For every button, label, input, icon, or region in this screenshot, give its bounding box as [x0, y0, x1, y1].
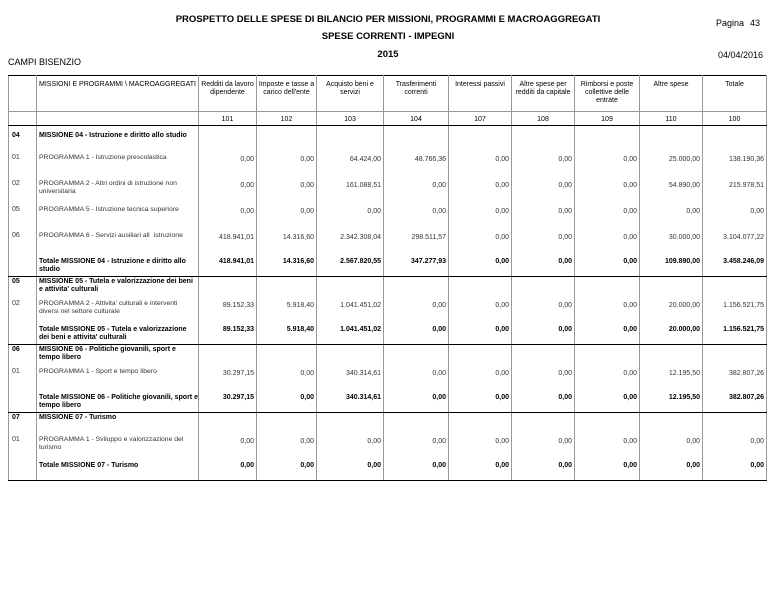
amount-cell: 12.195,50 — [640, 367, 703, 393]
code-cell: 103 — [317, 112, 384, 126]
row-description: Totale MISSIONE 04 - Istruzione e diritto allo studio — [37, 257, 199, 277]
amount-cell: 0,00 — [449, 461, 512, 481]
amount-cell: 0,00 — [199, 179, 257, 205]
amount-cell — [640, 345, 703, 367]
amount-cell — [317, 345, 384, 367]
row-code: 04 — [9, 131, 37, 153]
program-row — [9, 299, 767, 325]
mission-row — [9, 277, 767, 299]
amount-cell: 0,00 — [384, 179, 449, 205]
program-row — [9, 367, 767, 393]
amount-cell: 0,00 — [449, 153, 512, 179]
page-indicator — [716, 18, 760, 28]
amount-cell: 30.000,00 — [640, 231, 703, 257]
amount-cell — [199, 277, 257, 299]
row-code: 07 — [9, 413, 37, 435]
mission-row — [9, 131, 767, 153]
amount-cell: 0,00 — [512, 325, 575, 345]
amount-cell: 0,00 — [317, 461, 384, 481]
header-cell: Redditi da lavoro dipendente — [199, 76, 257, 112]
header-cell: Altre spese per redditi da capitale — [512, 76, 575, 112]
amount-cell: 0,00 — [703, 205, 767, 231]
amount-cell: 14.316,60 — [257, 257, 317, 277]
code-cell: 100 — [703, 112, 767, 126]
page-label: Pagina — [716, 18, 745, 28]
amount-cell: 0,00 — [575, 153, 640, 179]
amount-cell: 5.918,40 — [257, 325, 317, 345]
amount-cell: 0,00 — [317, 435, 384, 461]
amount-cell — [257, 131, 317, 153]
amount-cell: 0,00 — [512, 461, 575, 481]
amount-cell — [575, 345, 640, 367]
header-code-cell — [9, 76, 37, 112]
amount-cell: 0,00 — [449, 435, 512, 461]
amount-cell: 20.000,00 — [640, 299, 703, 325]
amount-cell: 0,00 — [575, 299, 640, 325]
row-description: PROGRAMMA 1 - Sviluppo e valorizzazione del turismo — [37, 435, 199, 461]
amount-cell: 0,00 — [575, 205, 640, 231]
amount-cell: 0,00 — [384, 461, 449, 481]
amount-cell: 0,00 — [257, 153, 317, 179]
amount-cell — [257, 277, 317, 299]
amount-cell: 0,00 — [575, 367, 640, 393]
amount-cell: 1.156.521,75 — [703, 299, 767, 325]
code-cell: 110 — [640, 112, 703, 126]
row-code: 02 — [9, 179, 37, 205]
amount-cell — [199, 131, 257, 153]
amount-cell: 0,00 — [384, 205, 449, 231]
amount-cell — [199, 413, 257, 435]
row-description: Totale MISSIONE 07 - Turismo — [37, 461, 199, 481]
amount-cell: 109.890,00 — [640, 257, 703, 277]
amount-cell: 0,00 — [703, 435, 767, 461]
code-cell: 108 — [512, 112, 575, 126]
row-description: PROGRAMMA 6 - Servizi ausiliari allistruzione — [37, 231, 199, 257]
program-row — [9, 179, 767, 205]
amount-cell — [257, 413, 317, 435]
amount-cell: 0,00 — [449, 231, 512, 257]
total-row — [9, 461, 767, 481]
amount-cell — [449, 131, 512, 153]
amount-cell — [703, 277, 767, 299]
amount-cell — [384, 131, 449, 153]
row-code — [9, 393, 37, 413]
amount-cell: 89.152,33 — [199, 325, 257, 345]
row-description: MISSIONE 07 - Turismo — [37, 413, 199, 435]
amount-cell — [512, 345, 575, 367]
amount-cell: 0,00 — [449, 257, 512, 277]
program-row — [9, 153, 767, 179]
row-description: Totale MISSIONE 06 - Politiche giovanili, sport e tempo libero — [37, 393, 199, 413]
row-description: MISSIONE 05 - Tutela e valorizzazione dei beni e attivita' culturali — [37, 277, 199, 299]
amount-cell: 0,00 — [199, 205, 257, 231]
row-description: PROGRAMMA 1 - Istruzione prescolastica — [37, 153, 199, 179]
amount-cell: 0,00 — [575, 257, 640, 277]
header-cell: Totale — [703, 76, 767, 112]
amount-cell: 138.190,36 — [703, 153, 767, 179]
amount-cell: 3.458.246,09 — [703, 257, 767, 277]
amount-cell: 0,00 — [512, 435, 575, 461]
row-code: 05 — [9, 277, 37, 299]
row-code: 02 — [9, 299, 37, 325]
amount-cell — [449, 277, 512, 299]
amount-cell: 20.000,00 — [640, 325, 703, 345]
total-row — [9, 257, 767, 277]
amount-cell: 3.104.077,22 — [703, 231, 767, 257]
amount-cell: 0,00 — [257, 461, 317, 481]
report-title: PROSPETTO DELLE SPESE DI BILANCIO PER MISSIONI, PROGRAMMI E MACROAGGREGATI — [175, 14, 601, 25]
amount-cell — [257, 345, 317, 367]
amount-cell: 0,00 — [640, 461, 703, 481]
row-code — [9, 461, 37, 481]
total-row — [9, 393, 767, 413]
mission-row — [9, 345, 767, 367]
amount-cell: 0,00 — [575, 179, 640, 205]
amount-cell — [703, 131, 767, 153]
amount-cell: 1.041.451,02 — [317, 299, 384, 325]
amount-cell — [640, 413, 703, 435]
amount-cell: 0,00 — [575, 435, 640, 461]
header-cell: Interessi passivi — [449, 76, 512, 112]
amount-cell: 25.000,00 — [640, 153, 703, 179]
amount-cell — [317, 277, 384, 299]
amount-cell: 418.941,01 — [199, 257, 257, 277]
header-cell: Acquisto beni e servizi — [317, 76, 384, 112]
row-code: 05 — [9, 205, 37, 231]
amount-cell: 0,00 — [512, 367, 575, 393]
row-code: 01 — [9, 435, 37, 461]
amount-cell: 0,00 — [199, 461, 257, 481]
amount-cell: 0,00 — [703, 461, 767, 481]
amount-cell: 0,00 — [512, 393, 575, 413]
amount-cell: 0,00 — [384, 367, 449, 393]
header-cell: Trasferimenti correnti — [384, 76, 449, 112]
row-code — [9, 257, 37, 277]
row-description: PROGRAMMA 2 - Attivita' culturali e interventi diversi nel settore culturale — [37, 299, 199, 325]
amount-cell: 54.890,00 — [640, 179, 703, 205]
report-date: 04/04/2016 — [718, 50, 764, 60]
amount-cell: 1.156.521,75 — [703, 325, 767, 345]
amount-cell: 0,00 — [199, 153, 257, 179]
amount-cell: 14.316,60 — [257, 231, 317, 257]
amount-cell: 0,00 — [640, 205, 703, 231]
amount-cell: 0,00 — [512, 153, 575, 179]
amount-cell — [575, 131, 640, 153]
amount-cell: 340.314,61 — [317, 367, 384, 393]
amount-cell — [640, 277, 703, 299]
row-code: 06 — [9, 345, 37, 367]
amount-cell: 0,00 — [257, 179, 317, 205]
amount-cell: 89.152,33 — [199, 299, 257, 325]
amount-cell: 298.511,57 — [384, 231, 449, 257]
amount-cell — [512, 277, 575, 299]
amount-cell — [640, 131, 703, 153]
row-code — [9, 325, 37, 345]
amount-cell: 0,00 — [512, 231, 575, 257]
mission-row — [9, 413, 767, 435]
amount-cell: 30.297,15 — [199, 393, 257, 413]
amount-cell: 0,00 — [384, 393, 449, 413]
amount-cell: 0,00 — [449, 299, 512, 325]
header-row — [9, 76, 767, 112]
code-cell: 109 — [575, 112, 640, 126]
amount-cell: 215.978,51 — [703, 179, 767, 205]
amount-cell — [384, 345, 449, 367]
amount-cell: 0,00 — [512, 299, 575, 325]
amount-cell: 0,00 — [449, 205, 512, 231]
row-code: 06 — [9, 231, 37, 257]
header-cell: Imposte e tasse a carico dell'ente — [257, 76, 317, 112]
header-cell: Rimborsi e poste collettive delle entrate — [575, 76, 640, 112]
amount-cell: 0,00 — [257, 435, 317, 461]
row-description: PROGRAMMA 1 - Sport e tempo libero — [37, 367, 199, 393]
amount-cell: 0,00 — [384, 435, 449, 461]
amount-cell — [449, 345, 512, 367]
amount-cell: 0,00 — [257, 393, 317, 413]
amount-cell: 0,00 — [575, 231, 640, 257]
amount-cell: 161.088,51 — [317, 179, 384, 205]
code-cell: 104 — [384, 112, 449, 126]
amount-cell: 0,00 — [257, 367, 317, 393]
code-cell: 102 — [257, 112, 317, 126]
amount-cell: 0,00 — [449, 367, 512, 393]
page-number: 43 — [750, 18, 761, 28]
amount-cell: 0,00 — [317, 205, 384, 231]
amount-cell: 12.195,50 — [640, 393, 703, 413]
row-description: PROGRAMMA 5 - Istruzione tecnica superiore — [37, 205, 199, 231]
amount-cell — [449, 413, 512, 435]
program-row — [9, 231, 767, 257]
amount-cell: 2.567.820,55 — [317, 257, 384, 277]
amount-cell — [512, 131, 575, 153]
code-row — [9, 112, 767, 126]
report-year: 2015 — [377, 49, 399, 60]
code-cell: 107 — [449, 112, 512, 126]
amount-cell: 0,00 — [384, 325, 449, 345]
amount-cell — [512, 413, 575, 435]
amount-cell: 418.941,01 — [199, 231, 257, 257]
entity-name: CAMPI BISENZIO — [8, 57, 82, 67]
amount-cell — [199, 345, 257, 367]
amount-cell: 340.314,61 — [317, 393, 384, 413]
header-cell: Altre spese — [640, 76, 703, 112]
amount-cell — [575, 277, 640, 299]
amount-cell: 0,00 — [640, 435, 703, 461]
amount-cell: 0,00 — [257, 205, 317, 231]
table-body — [9, 131, 767, 481]
amount-cell — [317, 413, 384, 435]
amount-cell: 382.807,26 — [703, 367, 767, 393]
row-description: MISSIONE 06 - Politiche giovanili, sport e tempo libero — [37, 345, 199, 367]
amount-cell: 2.342.308,04 — [317, 231, 384, 257]
row-description: Totale MISSIONE 05 - Tutela e valorizzazione dei beni e attivita' culturali — [37, 325, 199, 345]
amount-cell: 382.807,26 — [703, 393, 767, 413]
amount-cell: 1.041.451,02 — [317, 325, 384, 345]
amount-cell: 0,00 — [512, 257, 575, 277]
report-subtitle: SPESE CORRENTI - IMPEGNI — [321, 31, 455, 42]
amount-cell: 0,00 — [512, 179, 575, 205]
program-row — [9, 205, 767, 231]
amount-cell: 0,00 — [384, 299, 449, 325]
amount-cell: 347.277,93 — [384, 257, 449, 277]
amount-cell — [384, 277, 449, 299]
amount-cell: 0,00 — [575, 393, 640, 413]
amount-cell: 0,00 — [449, 393, 512, 413]
row-description: MISSIONE 04 - Istruzione e diritto allo studio — [37, 131, 199, 153]
row-description: PROGRAMMA 2 - Altri ordini di istruzione non universitaria — [37, 179, 199, 205]
amount-cell — [317, 131, 384, 153]
amount-cell: 48.766,36 — [384, 153, 449, 179]
amount-cell: 0,00 — [575, 461, 640, 481]
amount-cell: 0,00 — [575, 325, 640, 345]
total-row — [9, 325, 767, 345]
amount-cell: 30.297,15 — [199, 367, 257, 393]
row-code: 01 — [9, 367, 37, 393]
amount-cell — [384, 413, 449, 435]
amount-cell: 0,00 — [449, 179, 512, 205]
amount-cell: 0,00 — [199, 435, 257, 461]
budget-table — [8, 75, 767, 481]
amount-cell: 0,00 — [449, 325, 512, 345]
row-code: 01 — [9, 153, 37, 179]
amount-cell — [703, 345, 767, 367]
amount-cell: 0,00 — [512, 205, 575, 231]
header-cell: MISSIONI E PROGRAMMI \ MACROAGGREGATI — [37, 76, 199, 112]
amount-cell: 64.424,00 — [317, 153, 384, 179]
amount-cell — [703, 413, 767, 435]
amount-cell: 5.918,40 — [257, 299, 317, 325]
code-cell: 101 — [199, 112, 257, 126]
amount-cell — [575, 413, 640, 435]
program-row — [9, 435, 767, 461]
